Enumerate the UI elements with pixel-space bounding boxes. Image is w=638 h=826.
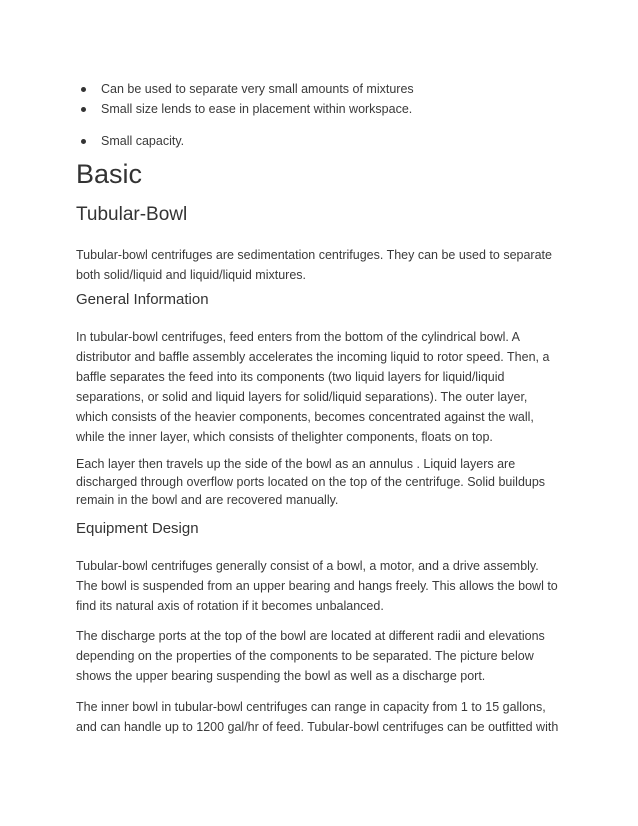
- bullet-text: Can be used to separate very small amounts of mixtures: [101, 82, 414, 96]
- bullet-text: Small capacity.: [101, 134, 185, 148]
- bullet-item: [79, 99, 559, 119]
- text-line: The inner bowl in tubular-bowl centrifuges can range in capacity from 1 to 15 gallons,: [76, 700, 546, 714]
- bullet-item: [79, 79, 559, 99]
- equipment-paragraph-2: [76, 626, 566, 686]
- bullet-dot-icon: [81, 139, 86, 144]
- equipment-paragraph-1: [76, 556, 566, 616]
- bullet-text: Small size lends to ease in placement within workspace.: [101, 102, 413, 116]
- text-line: which consists of the heavier components, becomes concentrated against the wall,: [76, 410, 534, 424]
- heading-equipment-design: Equipment Design: [76, 520, 199, 537]
- text-line: The discharge ports at the top of the bowl are located at different radii and elevations: [76, 629, 545, 643]
- text-line: distributor and baffle assembly accelerates the incoming liquid to rotor speed. Then, a: [76, 350, 550, 364]
- general-paragraph-2: [76, 455, 566, 509]
- text-line: separations, or solid and liquid layers for solid/liquid separations). The outer layer,: [76, 390, 528, 404]
- equipment-paragraph-3: [76, 697, 566, 737]
- text-line: while the inner layer, which consists of thelighter components, floats on top.: [76, 430, 493, 444]
- text-line: both solid/liquid and liquid/liquid mixtures.: [76, 268, 306, 282]
- text-line: shows the upper bearing suspending the bowl as well as a discharge port.: [76, 669, 486, 683]
- heading-basic: Basic: [76, 159, 143, 189]
- heading-general-information: General Information: [76, 291, 209, 308]
- text-line: Tubular-bowl centrifuges are sedimentation centrifuges. They can be used to separate: [76, 248, 552, 262]
- bullet-dot-icon: [81, 87, 86, 92]
- text-line: and can handle up to 1200 gal/hr of feed. Tubular-bowl centrifuges can be outfitted with: [76, 720, 559, 734]
- text-line: baffle separates the feed into its components (two liquid layers for liquid/liquid: [76, 370, 505, 384]
- text-line: depending on the properties of the components to be separated. The picture below: [76, 649, 534, 663]
- text-line: remain in the bowl and are recovered manually.: [76, 493, 339, 507]
- general-paragraph-1: [76, 327, 566, 447]
- text-line: Tubular-bowl centrifuges generally consist of a bowl, a motor, and a drive assembly.: [76, 559, 539, 573]
- bullet-dot-icon: [81, 107, 86, 112]
- intro-paragraph: [76, 245, 566, 285]
- text-line: In tubular-bowl centrifuges, feed enters from the bottom of the cylindrical bowl. A: [76, 330, 520, 344]
- text-line: discharged through overflow ports located on the top of the centrifuge. Solid buildups: [76, 475, 546, 489]
- text-line: The bowl is suspended from an upper bearing and hangs freely. This allows the bowl to: [76, 579, 558, 593]
- text-line: Each layer then travels up the side of the bowl as an annulus . Liquid layers are: [76, 457, 516, 471]
- text-line: find its natural axis of rotation if it becomes unbalanced.: [76, 599, 384, 613]
- heading-tubular-bowl: Tubular-Bowl: [76, 204, 188, 225]
- bullet-item: [79, 131, 559, 151]
- advantages-bullet-list: [79, 79, 559, 151]
